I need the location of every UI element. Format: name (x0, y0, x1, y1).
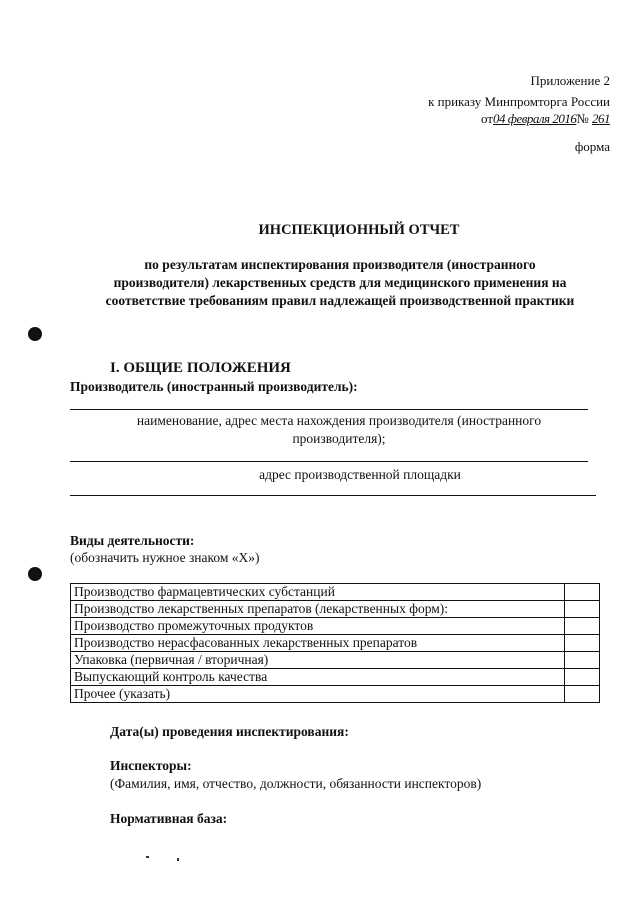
activity-label: Производство нерасфасованных лекарственных препаратов (71, 635, 565, 652)
manufacturer-name-line (70, 409, 588, 410)
activity-mark-cell[interactable] (565, 584, 600, 601)
activities-hint: (обозначить нужное знаком «Х») (70, 550, 260, 565)
manufacturer-name-caption: наименование, адрес места нахождения производителя (иностранного производителя); (136, 413, 542, 446)
table-row (71, 601, 600, 618)
activity-label: Выпускающий контроль качества (71, 669, 565, 686)
scan-speck (177, 858, 179, 861)
activities-label: Виды деятельности: (70, 533, 195, 548)
binder-hole-mark (28, 567, 42, 581)
activity-label: Производство фармацевтических субстанций (71, 584, 565, 601)
table-row (71, 618, 600, 635)
binder-hole-mark (28, 327, 42, 341)
activity-label: Упаковка (первичная / вторичная) (71, 652, 565, 669)
activity-mark-cell[interactable] (565, 686, 600, 703)
activity-label: Производство промежуточных продуктов (71, 618, 565, 635)
document-title: ИНСПЕКЦИОННЫЙ ОТЧЕТ (258, 222, 460, 238)
activity-mark-cell[interactable] (565, 652, 600, 669)
handwritten-number: 261 (592, 111, 610, 126)
activity-mark-cell[interactable] (565, 601, 600, 618)
inspectors-label: Инспекторы: (110, 758, 192, 773)
extra-line (70, 495, 596, 496)
normative-base-label: Нормативная база: (110, 811, 228, 826)
appendix-title: Приложение 2 (530, 73, 610, 88)
site-address-caption: адрес производственной площадки (259, 467, 461, 482)
appendix-order-ref: к приказу Минпромторга России (428, 94, 610, 109)
activity-label: Прочее (указать) (71, 686, 565, 703)
table-row (71, 669, 600, 686)
document-subtitle: по результатам инспектирования производителя (иностранного производителя) лекарственных средств для медицинского применения на соответствие требованиям правил надлежащей производственной практики (105, 257, 575, 308)
appendix-form-label: форма (574, 139, 610, 154)
activities-table (70, 583, 600, 703)
site-address-line (70, 461, 588, 462)
manufacturer-label: Производитель (иностранный производитель): (70, 379, 358, 394)
appendix-order-date: от04 февраля 2016№ 261 (480, 111, 610, 126)
inspection-dates-label: Дата(ы) проведения инспектирования: (110, 724, 349, 739)
handwritten-date: 04 февраля 2016 (492, 111, 577, 126)
activity-label: Производство лекарственных препаратов (лекарственных форм): (71, 601, 565, 618)
activity-mark-cell[interactable] (565, 635, 600, 652)
table-row (71, 635, 600, 652)
inspectors-hint: (Фамилия, имя, отчество, должности, обязанности инспекторов) (110, 776, 482, 791)
scan-speck (146, 856, 149, 858)
table-row (71, 584, 600, 601)
activity-mark-cell[interactable] (565, 618, 600, 635)
activity-mark-cell[interactable] (565, 669, 600, 686)
table-row (71, 652, 600, 669)
section-heading: I. ОБЩИЕ ПОЛОЖЕНИЯ (110, 360, 291, 376)
table-row (71, 686, 600, 703)
